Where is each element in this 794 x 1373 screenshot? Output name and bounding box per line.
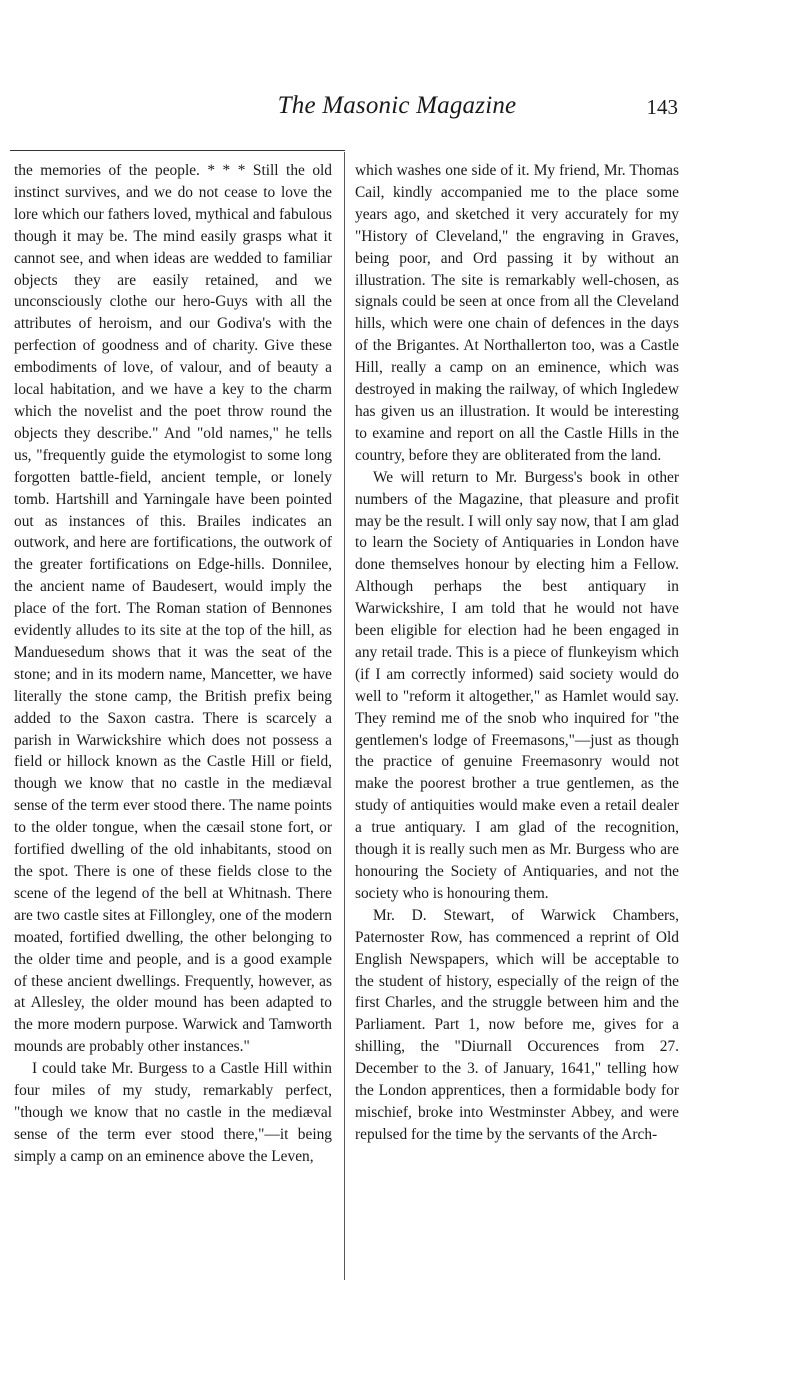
header-rule	[10, 150, 345, 151]
running-title: The Masonic Magazine	[277, 92, 517, 119]
paragraph: We will return to Mr. Burgess's book in other numbers of the Magazine, that pleasure and profit may be the result. I will only say now, that I am glad to learn the Society of Antiquaries in London have done themselves honour by electing him a Fellow. Although perhaps the best antiquary in Warwickshire, I am told that he would not have been eligible for election had he been engaged in any retail trade. This is a piece of flunkeyism which (if I am correctly informed) said society would do well to "reform it altogether," as Hamlet would say. They remind me of the snob who inquired for "the gentlemen's lodge of Freemasons,"—just as though the practice of genuine Freemasonry would not make the poorest brother a true gentlemen, as the study of antiquities would make even a retail dealer a true antiquary. I am glad of the recognition, though it is really such men as Mr. Burgess who are honouring the Society of Antiquaries, and not the society who is honouring them.	[355, 468, 679, 902]
paragraph: the memories of the people. * * * Still the old instinct survives, and we do not cease to love the lore which our fathers loved, mythical and fabulous though it may be. The mind easily grasps what it cannot see, and when ideas are wedded to familiar objects they are easily retained, and we unconsciously clothe our hero-Guys with all the attributes of heroism, and our Godiva's with the perfection of goodness and of charity. Give these embodiments of love, of valour, and of beauty a local habitation, and we have a key to the charm which the novelist and the poet throw round the objects they describe." And "old names," he tells us, "frequently guide the etymologist to some long forgotten battle-field, ancient temple, or lonely tomb. Hartshill and Yarningale have been pointed out as instances of this. Brailes indicates an outwork, and here are fortifications, the outwork of the greater fortifications on Edge-hills. Donnilee, the ancient name of Baudesert, would imply the place of the fort. The Roman station of Bennones evidently alludes to its site at the top of the hill, as Manduesedum shows that it was the seat of the stone; and in its modern name, Mancetter, we have literally the stone camp, the British prefix being added to the Saxon castra. There is scarcely a parish in Warwickshire which does not possess a field or hillock known as the Castle Hill or field, though we know that no castle in the mediæval sense of the term ever stood there. The name points to the older tongue, when the cæsail stone fort, or fortified dwelling of the old inhabitants, stood on the spot. There is one of these fields close to the scene of the legend of the bell at Whitnash. There are two castle sites at Fillongley, one of the modern moated, fortified dwelling, the other belonging to the older time and people, and is a good example of these ancient dwellings. Frequently, however, as at Allesley, the older mound has been adapted to the more modern purpose. Warwick and Tamworth mounds are probably other instances."	[14, 162, 332, 1056]
paragraph: which washes one side of it. My friend, Mr. Thomas Cail, kindly accompanied me to the place some years ago, and sketched it very accurately for my "History of Cleveland," the engraving in Graves, being poor, and Ord passing it by without an illustration. The site is remarkably well-chosen, as signals could be seen at once from all the Cleveland hills, which were one chain of defences in the days of the Brigantes. At Northallerton too, was a Castle Hill, really a camp on an eminence, which was destroyed in making the railway, of which Ingledew has given us an illustration. It would be interesting to examine and report on all the Castle Hills in the country, before they are obliterated from the land.	[355, 162, 679, 464]
page-number: 143	[646, 95, 678, 119]
column-divider	[344, 152, 345, 1280]
right-column	[355, 160, 679, 1146]
paragraph: I could take Mr. Burgess to a Castle Hill within four miles of my study, remarkably perfect, "though we know that no castle in the mediæval sense of the term ever stood there,"—it being simply a camp on an eminence above the Leven,	[14, 1060, 332, 1165]
paragraph: Mr. D. Stewart, of Warwick Chambers, Paternoster Row, has commenced a reprint of Old English Newspapers, which will be acceptable to the student of history, especially of the reign of the first Charles, and the struggle between him and the Parliament. Part 1, now before me, gives for a shilling, the "Diurnall Occurences from 27. December to the 3. of January, 1641," telling how the London apprentices, then a formidable body for mischief, broke into Westminster Abbey, and were repulsed for the time by the servants of the Arch-	[355, 906, 679, 1143]
left-column	[14, 160, 332, 1168]
